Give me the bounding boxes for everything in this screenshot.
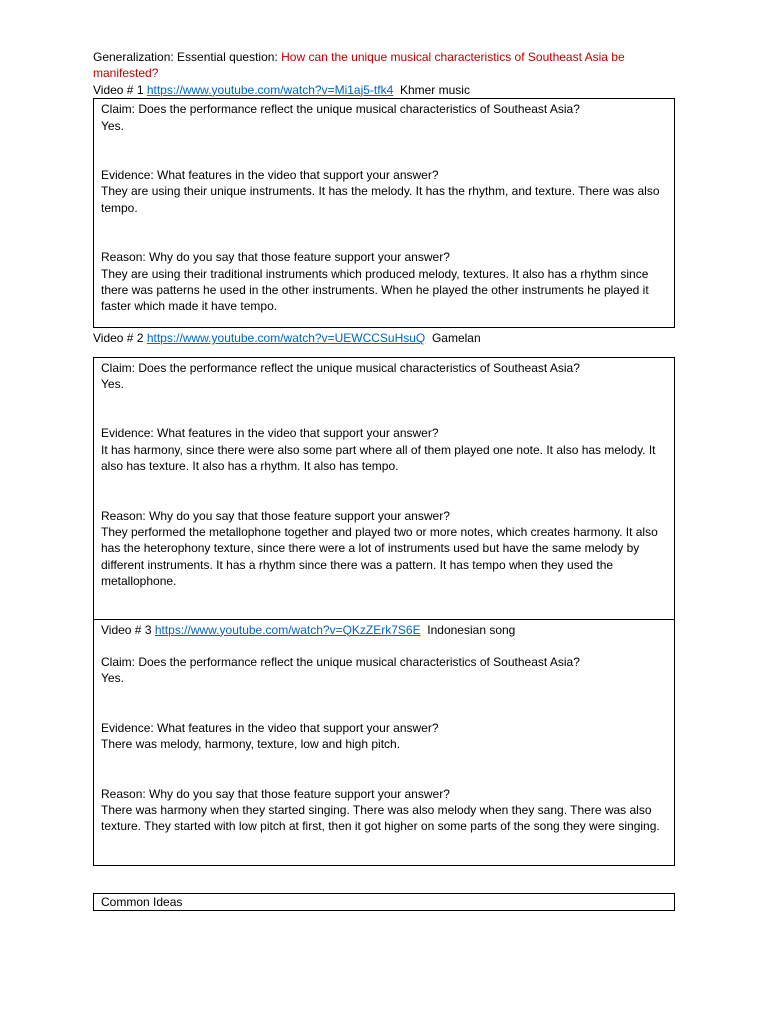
- claim-question: Claim: Does the performance reflect the unique musical characteristics of Southeast Asia?: [101, 360, 580, 375]
- reason-answer: They are using their traditional instruments which produced melody, textures. It also has a rhythm since there was patterns he used in the other instruments. When he played the other instruments he played it faster which made it have tempo.: [101, 266, 649, 314]
- document-page: [93, 49, 683, 911]
- video-3-box: [93, 619, 675, 866]
- video-1-label: Video # 1: [93, 82, 147, 97]
- video-2-title: Gamelan: [431, 331, 481, 346]
- video-3-label: Video # 3: [101, 622, 155, 637]
- claim-answer: Yes.: [101, 377, 124, 392]
- evidence-answer: They are using their unique instruments. It has the melody. It has the rhythm, and texture. There was also tempo.: [101, 184, 660, 215]
- video-3-title: Indonesian song: [427, 622, 516, 637]
- reason-answer: There was harmony when they started singing. There was also melody when they sang. There was also texture. They started with low pitch at first, then it got higher on some parts of the song they were singing.: [101, 803, 660, 834]
- reason-question: Reason: Why do you say that those feature support your answer?: [101, 786, 450, 801]
- evidence-question: Evidence: What features in the video that support your answer?: [101, 426, 439, 441]
- essential-question: [93, 49, 683, 82]
- evidence-question: Evidence: What features in the video that support your answer?: [101, 720, 439, 735]
- reason-question: Reason: Why do you say that those feature support your answer?: [101, 250, 450, 265]
- evidence-answer: There was melody, harmony, texture, low and high pitch.: [101, 737, 401, 752]
- claim-question: Claim: Does the performance reflect the unique musical characteristics of Southeast Asia?: [101, 655, 580, 670]
- claim-answer: Yes.: [101, 118, 124, 133]
- common-ideas-box: [93, 893, 675, 911]
- reason-question: Reason: Why do you say that those feature support your answer?: [101, 508, 450, 523]
- spacer: [101, 134, 667, 167]
- video-2-box: [93, 357, 675, 619]
- spacer: [101, 475, 667, 508]
- video-2-label: Video # 2: [93, 331, 147, 346]
- question-text: How can the unique musical characteristics of Southeast Asia be manifested?: [93, 50, 625, 81]
- common-ideas-label: Common Ideas: [101, 894, 183, 909]
- video-3-link[interactable]: https://www.youtube.com/watch?v=QKzZErk7S6E: [154, 622, 421, 637]
- claim-answer: Yes.: [101, 671, 124, 686]
- spacer: [101, 638, 667, 654]
- video-3-line: [101, 622, 667, 638]
- reason-answer: They performed the metallophone together and played two or more notes, which creates harmony. It also has the heterophony texture, since there were a lot of instruments used but have the same melody by different instruments. It has a rhythm since there was a pattern. It has tempo when they used the metallophone.: [101, 525, 658, 589]
- video-1-link[interactable]: https://www.youtube.com/watch?v=Mi1aj5-tfk4: [146, 82, 394, 97]
- heading-prefix: Generalization: Essential question:: [93, 50, 282, 64]
- claim-question: Claim: Does the performance reflect the unique musical characteristics of Southeast Asia?: [101, 102, 580, 117]
- spacer: [101, 687, 667, 720]
- spacer: [101, 753, 667, 786]
- video-1-box: [93, 98, 675, 328]
- evidence-answer: It has harmony, since there were also some part where all of them played one note. It also has melody. It also has texture. It also has a rhythm. It also has tempo.: [101, 442, 656, 474]
- video-1-line: [93, 82, 683, 98]
- video-1-title: Khmer music: [399, 82, 470, 97]
- spacer: [101, 392, 667, 425]
- spacer: [101, 216, 667, 249]
- video-2-line: [93, 330, 683, 346]
- evidence-question: Evidence: What features in the video that support your answer?: [101, 168, 439, 183]
- video-2-link[interactable]: https://www.youtube.com/watch?v=UEWCCSuHsuQ: [146, 331, 426, 346]
